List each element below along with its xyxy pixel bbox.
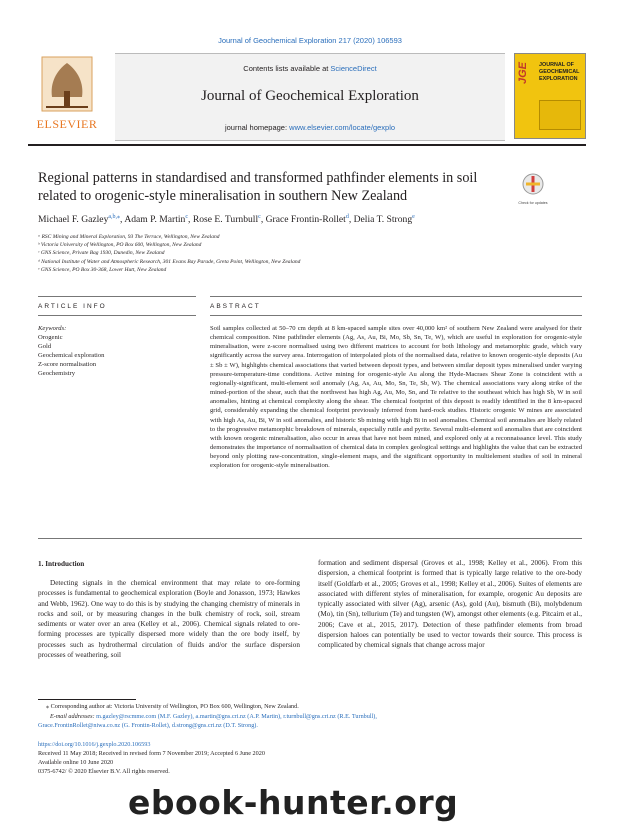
- email-line-1: [50, 713, 377, 720]
- affiliation: ᵇ Victoria University of Wellington, PO Box 600, Wellington, New Zealand: [38, 242, 202, 248]
- keyword: Geochemistry: [38, 370, 75, 377]
- keyword: Geochemical exploration: [38, 352, 105, 359]
- body-paragraph-col2: formation and sediment dispersal (Groves et al., 1998; Kelley et al., 2006). From this dispersion, a chemical footprint is formed that is typically large relative to the ore-body itself (Goldfarb et al., 2005; Groves et al., 1998; Kelley et al., 2006). Suites of elements are associated with different styles of mineralisation, for example, orogenic Au deposits are typically associated with silver (Ag), arsenic (As), gold (Au), bismuth (Bi), molybdenum (Mo), tin (Sn), tellurium (Te) and tungsten (W), amongst other elements (e.g. Pitcairn et al., 2006; Cave et al., 2015, 2017). Detection of these pathfinder elements from broad dispersion haloes can potentially be used to vector towards their source. This process is complicated by chemical signals that change across major: [318, 559, 582, 650]
- affiliation: ᵈ National Institute of Water and Atmospheric Research, 301 Evans Bay Parade, Greta Point, Wellington, New Zealand: [38, 259, 301, 265]
- doi-link[interactable]: https://doi.org/10.1016/j.gexplo.2020.106593: [38, 741, 151, 748]
- author-sup[interactable]: a,b,⁎: [108, 214, 121, 220]
- abstract-rule-bottom: [210, 315, 582, 316]
- homepage-prefix: journal homepage:: [224, 123, 290, 132]
- author-sup[interactable]: c: [185, 214, 189, 220]
- sciencedirect-link[interactable]: ScienceDirect: [330, 64, 377, 73]
- watermark-text: ebook-hunter.org: [128, 783, 459, 822]
- author-name[interactable]: Adam P. Martin: [124, 214, 186, 226]
- header-divider: [28, 144, 586, 146]
- author-list: Michael F. Gazley$^{a,b,⁎}$, Adam P. Martin$^c$, Rose E. Turnbull$^c$, Grace Frontin-Rollet$^d$, Delia T. Strong$^e$: [38, 214, 415, 226]
- email-label: E-mail addresses:: [50, 713, 97, 720]
- journal-citation-link[interactable]: Journal of Geochemical Exploration 217 (2020) 106593: [218, 36, 402, 45]
- author-name[interactable]: Grace Frontin-Rollet: [265, 214, 346, 226]
- abstract-end-rule: [38, 538, 582, 539]
- author-sup[interactable]: c: [258, 214, 261, 220]
- author-sup[interactable]: e: [412, 214, 415, 220]
- cover-title: JOURNAL OF GEOCHEMICAL EXPLORATION: [539, 62, 580, 82]
- author-name[interactable]: Delia T. Strong: [353, 214, 413, 226]
- footnote-rule: [38, 699, 136, 700]
- abstract-rule-top: [210, 296, 582, 297]
- section-heading-introduction: 1. Introduction: [38, 560, 85, 568]
- corresponding-author-note: ⁎ Corresponding author at: Victoria University of Wellington, PO Box 600, Wellington, New Zealand.: [46, 703, 299, 710]
- keywords-label: Keywords:: [38, 325, 67, 332]
- keyword: Z-score normalisation: [38, 361, 97, 368]
- article-info-heading: ARTICLE INFO: [38, 303, 107, 310]
- article-info-rule-bottom: [38, 315, 196, 316]
- contents-prefix: Contents lists available at: [243, 64, 331, 73]
- email-line-2[interactable]: Grace.FrontinRollet@niwa.co.nz (G. Frontin-Rollet), d.strong@gns.cri.nz (D.T. Strong).: [38, 722, 258, 729]
- abstract-text: Soil samples collected at 50–70 cm depth at 8 km-spaced sample sites over 40,000 km² of southern New Zealand were analysed for their chemical composition. Nine pathfinder elements (Ag, As, Au, Bi, Mo, Sb, Sn, Te, W), which are useful in exploration for orogenic-style mineralisation, were z-score normalised using two different matrices to account for both lithology and metamorphic grade, which vary significantly across the survey area. Interrogation of interpolated plots of the normalised data, relative to known orogenic-style deposits (Au ± Sb ± W), highlights chemical associations that varied between deposit types, and between similar deposit types mineralised under varying pressure-temperature-time conditions. Active mining for orogenic-style Au along the Hyde-Macraes Shear Zone is coincident with a regionally-significant, multi-element soil anomaly (Ag, As, Au, Mo, Sn, Te, Sb, W). The chemical associations vary along strike of the mined-portion of the shear, such that the northwest has high Ag, Au, Mo, Sn, and Te relative to the southeast which has high Sb, W in soil anomalies, hinting at chemical complexity along the shear. The chemical footprint of this deposit is readily identified in the 8 km-spaced grid, considerably expanding the chemical footprint previously inferred from hard-rock studies. Historic orogenic W mines are associated with high As, Au, Bi, W in soil anomalies, and historic Sb mining with high Bi in soil anomalies. Chemical soil anomalies are likely related to the progressive metamorphic breakdown of minerals, especially rutile and pyrite. Several multi-element soil anomalies that are coincident with known orogenic mineralisation, also occur in areas that have not been mined, and explored only at a reconnaissance level. This study demonstrates the importance of normalisation of chemical data in complex geological settings and highlights the value that can be extracted beyond only plotting raw-concentration, single-element maps, and the significant opportunity in multielement studies of soil in mineral exploration for orogenic-style mineralisation.: [210, 325, 582, 470]
- crossmark-icon: [518, 172, 548, 196]
- author-sup[interactable]: d: [345, 214, 349, 220]
- body-paragraph-col1: Detecting signals in the chemical environment that may relate to ore-forming processes is fundamental to geochemical exploration (Boyle and Jonasson, 1973; Hawkes and Webb, 1962). One way to do this is by studying the changing chemistry of minerals in rocks and soil, or by measuring changes in the bulk chemistry of rock, soil, stream sediments or water over an area (Kelley et al., 2006). Chemical signals related to ore-forming processes are typically dispersed more widely than the ore body itself, by processes such as hydrothermal circulation of fluids and/or the surface dispersion processes of weathering, soil: [38, 579, 300, 660]
- paper-title: Regional patterns in standardised and transformed pathfinder elements in soil related to orogenic-style mineralisation in southern New Zealand: [38, 170, 478, 204]
- cover-abbrev: JGE: [517, 62, 529, 85]
- abstract-heading: ABSTRACT: [210, 303, 261, 310]
- journal-homepage-line: [115, 123, 505, 132]
- author-name[interactable]: Rose E. Turnbull: [192, 214, 259, 226]
- affiliation: ᵉ GNS Science, PO Box 30-368, Lower Hutt, New Zealand: [38, 267, 167, 273]
- available-online: Available online 10 June 2020: [38, 759, 114, 766]
- email-links[interactable]: m.gazley@rscmme.com (M.F. Gazley), a.martin@gns.cri.nz (A.P. Martin), r.turnbull@gns.cri.nz (R.E. Turnbull),: [96, 713, 377, 720]
- elsevier-wordmark: ELSEVIER: [36, 117, 98, 131]
- keyword: Orogenic: [38, 334, 63, 341]
- crossmark-badge[interactable]: [518, 172, 548, 206]
- elsevier-logo: [28, 53, 106, 139]
- journal-cover-thumbnail[interactable]: [514, 53, 586, 139]
- article-info-rule-top: [38, 296, 196, 297]
- journal-title: Journal of Geochemical Exploration: [201, 88, 419, 104]
- contents-line: [115, 64, 505, 73]
- affiliation: ᶜ GNS Science, Private Bag 1930, Dunedin, New Zealand: [38, 250, 165, 256]
- author-name[interactable]: Michael F. Gazley: [38, 214, 109, 226]
- keyword: Gold: [38, 343, 52, 350]
- affiliation: ᵃ RSC Mining and Mineral Exploration, 93 The Terrace, Wellington, New Zealand: [38, 234, 220, 240]
- crossmark-label: Check for updates: [518, 201, 548, 205]
- received-dates: Received 11 May 2018; Received in revised form 7 November 2019; Accepted 6 June 2020: [38, 750, 265, 757]
- homepage-link[interactable]: www.elsevier.com/locate/gexplo: [289, 123, 396, 132]
- copyright-line: 0375-6742/ © 2020 Elsevier B.V. All rights reserved.: [38, 768, 170, 775]
- cover-image: [539, 100, 581, 130]
